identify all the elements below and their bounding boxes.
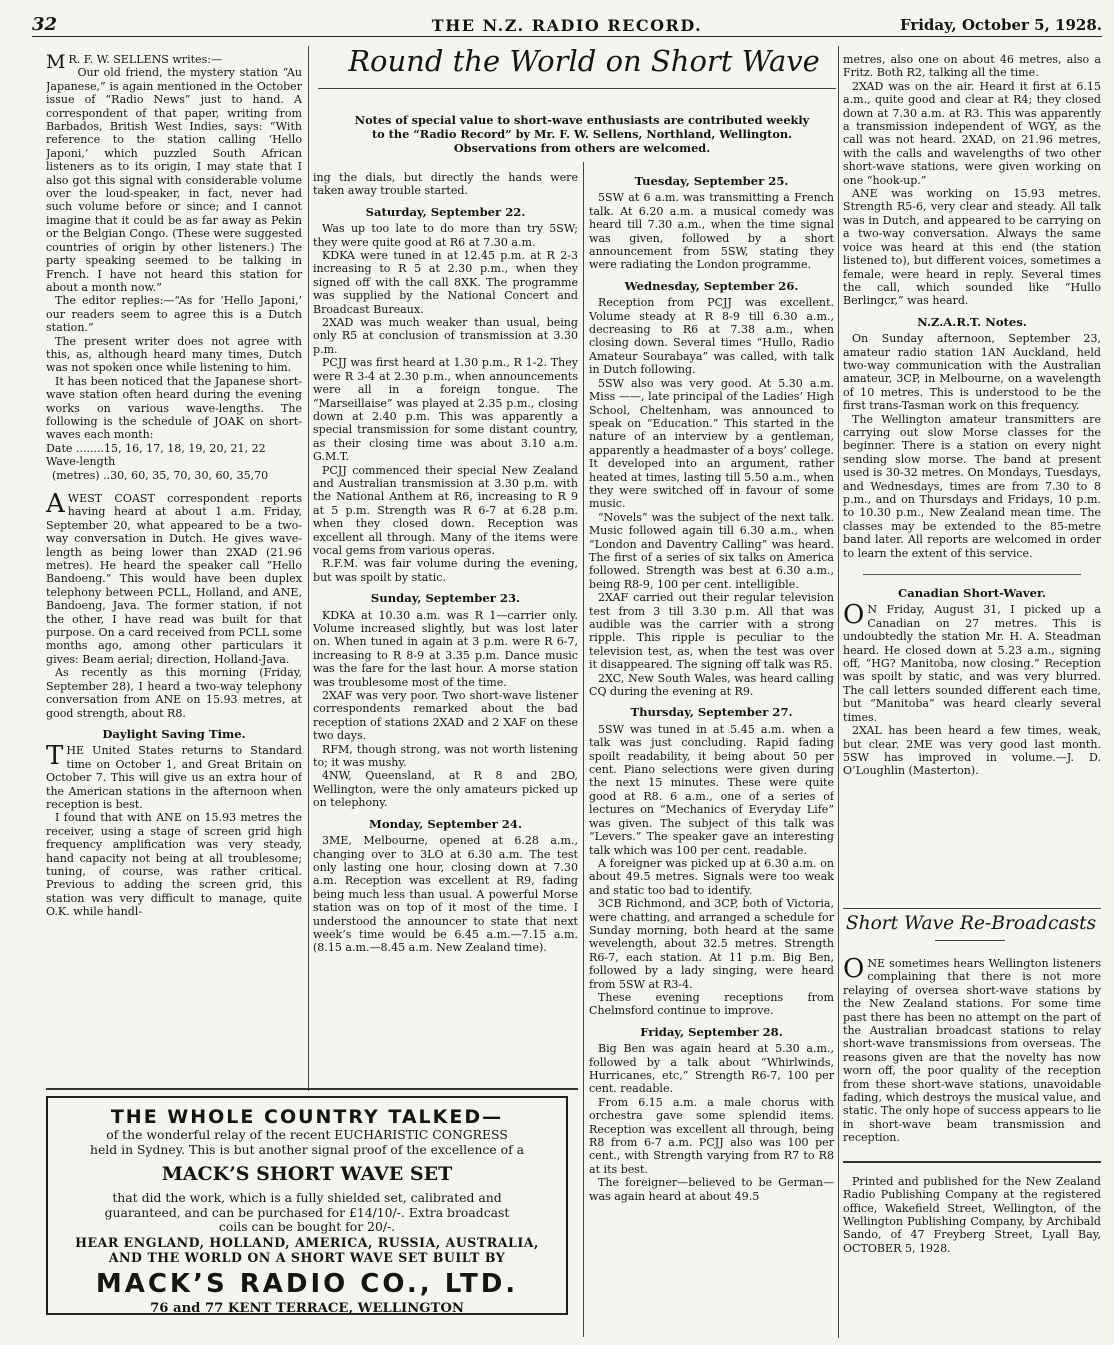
paragraph: From 6.15 a.m. a male chorus with orchestra gave some splendid items. Reception was excellent all through, being R8 from 6-7 a.m. PCJJ also was 100 per cent., with Strength varying from R7 to R8 at its best. — [589, 1095, 834, 1176]
paragraph: 2XC, New South Wales, was heard calling CQ during the evening at R9. — [589, 671, 834, 699]
subheading: Monday, September 24. — [369, 816, 522, 831]
ad-product: MACK’S SHORT WAVE SET — [161, 1163, 453, 1185]
macks-radio-advertisement — [46, 1096, 568, 1315]
subheading: N.Z.A.R.T. Notes. — [917, 314, 1027, 329]
paragraph: 2XAD was much weaker than usual, being only R5 at conclusion of transmission at 3.30 p.m. — [313, 316, 578, 356]
paragraph: ing the dials, but directly the hands were taken away trouble started. — [313, 171, 578, 198]
paragraph: R.F.M. was fair volume during the evening, but was spoilt by static. — [313, 557, 578, 584]
column-4-lower — [843, 957, 1101, 1341]
ad-text: that did the work, which is a fully shielded set, calibrated and — [112, 1190, 502, 1205]
paragraph-text: N Friday, August 31, I picked up a Canadian on 27 metres. This is undoubtedly the station Mr. H. A. Steadman heard. He closed down at 5.23 a.m., signing off, “HG? Manitoba, now closing.” Reception was spoilt by static, and was very blurred. The call letters sounded different each time, but “Manitoba” was heard clearly several times. — [843, 603, 1101, 724]
paragraph: The Wellington amateur transmitters are carrying out slow Morse classes for the beginner. There is a station on every night sending slow morse. The band at present used is 30-32 metres. On Mondays, Tuesdays, and Wednesdays, times are from 7.30 to 8 p.m., and on Thursdays and Fridays, 10 p.m. to 10.30 p.m., New Zealand mean time. The classes may be extended to the 85-metre band later. All reports are welcomed in order to learn the extent of this service. — [843, 412, 1101, 560]
ad-text: guaranteed, and can be purchased for £14/10/-. Extra broadcast — [104, 1204, 510, 1220]
column-1 — [46, 53, 302, 1088]
paragraph: 3CB Richmond, and 3CP, both of Victoria, were chatting, and arranged a schedule for Sunday morning, both heard at the same wevelength, about 32.5 metres. Strength R6-7, each station. At 11 p.m. Big Ben, followed by a lady singing, were heard from 5SW at R3-4. — [589, 897, 834, 991]
page-number: 32 — [32, 14, 58, 35]
paragraph: PCJJ commenced their special New Zealand and Australian transmission at 3.30 p.m. with the National Anthem at R6, increasing to R 9 at 5 p.m. Strength was R 6-7 at 6.28 p.m. when they closed down. Reception was excellent all through. Many of the items were vocal gems from various operas. — [313, 463, 578, 557]
paragraph: 2XAL has been heard a few times, weak, but clear. 2ME was very good last month. 5SW has improved in volume.—J. D. O’Loughlin (Masterton). — [843, 724, 1101, 778]
subheading: Sunday, September 23. — [370, 591, 521, 606]
paragraph — [843, 957, 1101, 1145]
paragraph: It has been noticed that the Japanese short-wave station often heard during the evening works on various wave-lengths. The following is the schedule of JOAK on short-waves each month: — [46, 374, 302, 442]
paragraph: 4NW, Queensland, at R 8 and 2BO, Wellington, were the only amateurs picked up on telephony. — [313, 769, 578, 810]
paragraph: 5SW was tuned in at 5.45 a.m. when a talk was just concluding. Rapid fading spoilt readability, it being about 50 per cent. Piano selections were given during the next 15 minutes. These were quite good at R8. 6 a.m., one of a series of lectures on “Mechanics of Everyday Life” was given. The subject of this talk was “Levers.” The speaker gave an interesting talk which was 100 per cent. readable. — [589, 722, 834, 857]
paragraph-text: NE sometimes hears Wellington listeners complaining that there is not more relaying of oversea short-wave stations by the New Zealand stations. For some time past there has been no attempt on the part of the Australian broadcast stations to relay short-wave transmissions from overseas. The reasons given are that the novelty has now worn off, the poor quality of the reception from these short-wave stations, unavoidable fading, which destroys the musical value, and static. The only hope of success appears to lie in short-wave beam transmission and reception. — [843, 957, 1101, 1145]
ad-text: coils can be bought for 20/-. — [218, 1219, 396, 1234]
paragraph-text: WEST COAST correspondent reports having heard at about 1 a.m. Friday, September 20, what appeared to be a two-way conversation in Dutch. He gives wave-length as being lower than 2XAD (21.96 metres). He heard the speaker call “Hello Bandoeng.” This would have been duplex telephony between PCLL, Holland, and ANE, Bandoeng, Java. The former station, if not the other, I have read was built for that purpose. On a card received from PCLL some months ago, among other particulars it gives: Beam aerial; direction, Holland-Java. — [46, 492, 302, 666]
drop-cap: M — [46, 53, 66, 73]
column-3 — [589, 167, 834, 1339]
paragraph: I found that with ANE on 15.93 metres the receiver, using a stage of screen grid high frequency amplification was very steady, hand capacity not being at all troublesome; tuning, of course, was rather critical. Previous to adding the screen grid, this station was very difficult to manage, quite O.K. while handl- — [46, 811, 302, 919]
paragraph: On Sunday afternoon, September 23, amateur radio station 1AN Auckland, held two-way communication with the Australian amateur, 3CP, in Melbourne, on a wavelength of 10 metres. This is understood to be the first trans-Tasman work on this frequency. — [843, 332, 1101, 413]
publication-title: THE N.Z. RADIO RECORD. — [431, 16, 703, 35]
paragraph: The foreigner—believed to be German—was again heard at about 49.5 — [589, 1176, 834, 1203]
column-rule — [308, 46, 309, 1091]
section-divider — [843, 1161, 1101, 1163]
lead-text: R. F. W. SELLENS writes:— — [68, 53, 223, 66]
subheading: Saturday, September 22. — [365, 204, 526, 219]
title-underline — [935, 940, 1005, 941]
drop-cap: A — [46, 489, 65, 519]
title-rule — [318, 88, 836, 89]
ad-slogan: HEAR ENGLAND, HOLLAND, AMERICA, RUSSIA, AUSTRALIA, — [75, 1234, 539, 1250]
ad-slogan: AND THE WORLD ON A SHORT WAVE SET BUILT BY — [108, 1249, 506, 1265]
paragraph: metres, also one on about 46 metres, also a Fritz. Both R2, talking all the time. — [843, 53, 1101, 80]
paragraph: 2XAD was on the air. Heard it first at 6.15 a.m., quite good and clear at R4; they closed down at 7.30 a.m. at R3. This was apparently a transmission independent of WGY, as the call was not heard. 2XAD, on 21.96 metres, with the calls and wavelengths of two other short-wave stations, were given working on one “hook-up.” — [843, 79, 1101, 187]
subheading: Friday, September 28. — [640, 1024, 783, 1039]
drop-cap: O — [843, 600, 865, 631]
paragraph: A foreigner was picked up at 6.30 a.m. on about 49.5 metres. Signals were too weak and static too bad to identify. — [589, 856, 834, 897]
paragraph: The editor replies:—“As for ‘Hello Japoni,’ our readers seem to agree this is a Dutch station.” — [46, 294, 302, 335]
paragraph — [46, 741, 302, 811]
ad-company: MACK’S RADIO CO., LTD. — [95, 1268, 519, 1299]
paragraph: Big Ben was again heard at 5.30 a.m., followed by a talk about “Whirlwinds, Hurricanes, etc,” Strength R6-7, 100 per cent. readable. — [589, 1042, 834, 1096]
ad-address: 76 and 77 KENT TERRACE, WELLINGTON — [150, 1300, 464, 1316]
schedule-row: Date ........15, 16, 17, 18, 19, 20, 21, 22 — [46, 441, 266, 455]
paragraph: PCJJ was first heard at 1.30 p.m., R 1-2. They were R 3-4 at 2.30 p.m., when announcements were all in a foreign tongue. The “Marseillaise” was played at 2.35 p.m., closing down at 2.40 p.m. This was apparently a special transmission for some distant country, as their closing time was about 3.10 a.m. G.M.T. — [313, 356, 578, 464]
paragraph: These evening receptions from Chelmsford continue to improve. — [589, 990, 834, 1018]
paragraph: Reception from PCJJ was excellent. Volume steady at R 8-9 till 6.30 a.m., decreasing to R6 at 7.38 a.m., when closing down. Several times “Hullo, Radio Amateur Sourabaya” was called, with talk in Dutch following. — [589, 296, 834, 377]
paragraph: ANE was working on 15.93 metres. Strength R5-6, very clear and steady. All talk was in Dutch, and appeared to be carrying on a two-way conversation. Always the same voice was heard at this end (the station listened to), but different voices, sometimes a female, were heard in reply. Several times the call, which sounded like “Hullo Berlingcr,” was heard. — [843, 187, 1101, 308]
ad-headline: THE WHOLE COUNTRY TALKED— — [110, 1106, 504, 1128]
imprint: Printed and published for the New Zealand Radio Publishing Company at the registered office, Wakefield Street, Wellington, of the Wellington Publishing Company, by Archibald Sando, of 47 Freyberg Street, Lyall Bay, OCTOBER 5, 1928. — [843, 1174, 1101, 1255]
drop-cap: T — [46, 741, 64, 772]
drop-cap: O — [843, 957, 865, 984]
paragraph: KDKA at 10.30 a.m. was R 1—carrier only. Volume increased slightly, but was lost later on. When tuned in again at 3 p.m. were R 6-7, increasing to R 8-9 at 3.35 p.m. Dance music was the fare for the last hour. A morse station was troublesome most of the time. — [313, 608, 578, 689]
article-intro: Notes of special value to short-wave enthusiasts are contributed weekly to the “Radio Record” by Mr. F. W. Sellens, Northland, Wellington. Observations from others are welcomed. — [354, 113, 810, 155]
schedule-row: Wave-length — [46, 455, 116, 469]
paragraph: 5SW also was very good. At 5.30 a.m. Miss ——, late principal of the Ladies’ High School, Cheltenham, was announced to speak on “Education.” This started in the nature of an interview by a gentleman, apparently a headmaster of a boys’ college. It developed into an argument, rather heated at times, lasting till 5.50 a.m., when they were switched off in favour of some music. — [589, 376, 834, 511]
ad-text: held in Sydney. This is but another signal proof of the excellence of a — [89, 1141, 525, 1157]
advertisement-rule — [46, 1088, 578, 1090]
paragraph: RFM, though strong, was not worth listening to; it was mushy. — [313, 742, 578, 770]
column-4 — [843, 53, 1101, 905]
subheading: Daylight Saving Time. — [102, 726, 246, 741]
short-wave-rebroadcasts-title: Short Wave Re-Broadcasts — [845, 913, 1097, 934]
paragraph: Our old friend, the mystery station “Au Japanese,” is again mentioned in the October issue of “Radio News” just to hand. A correspondent of that paper, writing from Barbados, British West Indies, says: “With reference to the station calling ‘Hello Japoni,’ which puzzled South African listeners as to its origin, I may state that I also got this signal with considerable volume over the loud-speaker, in fact, never had such volume before or since; and I cannot imagine that it could be as far away as Pekin or the Belgian Congo. (These were suggested countries of origin by other listeners.) The party speaking seemed to be talking in French. I have not heard this station for about a month now.” — [46, 66, 302, 294]
article-title: Round the World on Short Wave — [348, 44, 820, 78]
paragraph: 3ME, Melbourne, opened at 6.28 a.m., changing over to 3LO at 6.30 a.m. The test only lasting one hour, closing down at 7.30 a.m. Reception was excellent at R9, fading being much less than usual. A powerful Morse station was on top of it most of the time. I understood the announcer to state that next week’s time would be 6.45 a.m.—7.15 a.m. (8.15 a.m.—8.45 a.m. New Zealand time). — [313, 834, 578, 955]
subheading: Wednesday, September 26. — [624, 278, 799, 293]
section-rule — [843, 908, 1101, 909]
paragraph: The present writer does not agree with this, as, although heard many times, Dutch was not spoken once while listening to him. — [46, 334, 302, 375]
issue-date: Friday, October 5, 1928. — [899, 16, 1102, 34]
column-2 — [313, 171, 578, 1091]
paragraph — [46, 489, 302, 666]
paragraph: 2XAF was very poor. Two short-wave listener correspondents remarked about the bad reception of stations 2XAD and 2 XAF on these two days. — [313, 689, 578, 743]
section-divider — [863, 574, 1081, 575]
paragraph: 5SW at 6 a.m. was transmitting a French talk. At 6.20 a.m. a musical comedy was heard till 7.30 a.m., when the time signal was given, followed by a short announcement from 5SW, stating they were radiating the London programme. — [589, 191, 834, 272]
ad-text: of the wonderful relay of the recent EUCHARISTIC CONGRESS — [106, 1127, 508, 1142]
paragraph: As recently as this morning (Friday, September 28), I heard a two-way telephony conversation from ANE on 15.93 metres, at good strength, about R8. — [46, 666, 302, 720]
paragraph — [843, 600, 1101, 724]
column-rule — [838, 46, 839, 1338]
paragraph: 2XAF carried out their regular television test from 3 till 3.30 p.m. All that was audible was the carrier with a strong ripple. This ripple is peculiar to the television test, as, when the test was over it disappeared. The signing off talk was R5. — [589, 591, 834, 672]
paragraph: KDKA were tuned in at 12.45 p.m. at R 2-3 increasing to R 5 at 2.30 p.m., when they signed off with the call 8XK. The programme was supplied by the National Concert and Broadcast Bureaux. — [313, 249, 578, 316]
paragraph: Was up too late to do more than try 5SW; they were quite good at R6 at 7.30 a.m. — [313, 222, 578, 249]
lead-paragraph — [46, 53, 302, 73]
paragraph: “Novels” was the subject of the next talk. Music followed again till 6.30 a.m., when “London and Daventry Calling” was heard. The first of a series of six talks on America followed. Strength was best at 6.30 a.m., being R8-9, 100 per cent. intelligible. — [589, 510, 834, 591]
subheading: Thursday, September 27. — [630, 705, 793, 720]
column-rule — [583, 162, 584, 1337]
schedule-row: (metres) ..30, 60, 35, 70, 30, 60, 35,70 — [52, 468, 269, 482]
paragraph-text: HE United States returns to Standard time on October 1, and Great Britain on October 7. This will give us an extra hour of the American stations in the afternoon when reception is best. — [46, 744, 302, 811]
subheading: Tuesday, September 25. — [634, 174, 789, 188]
header-rule — [32, 36, 1102, 37]
subheading: Canadian Short-Waver. — [897, 586, 1047, 601]
